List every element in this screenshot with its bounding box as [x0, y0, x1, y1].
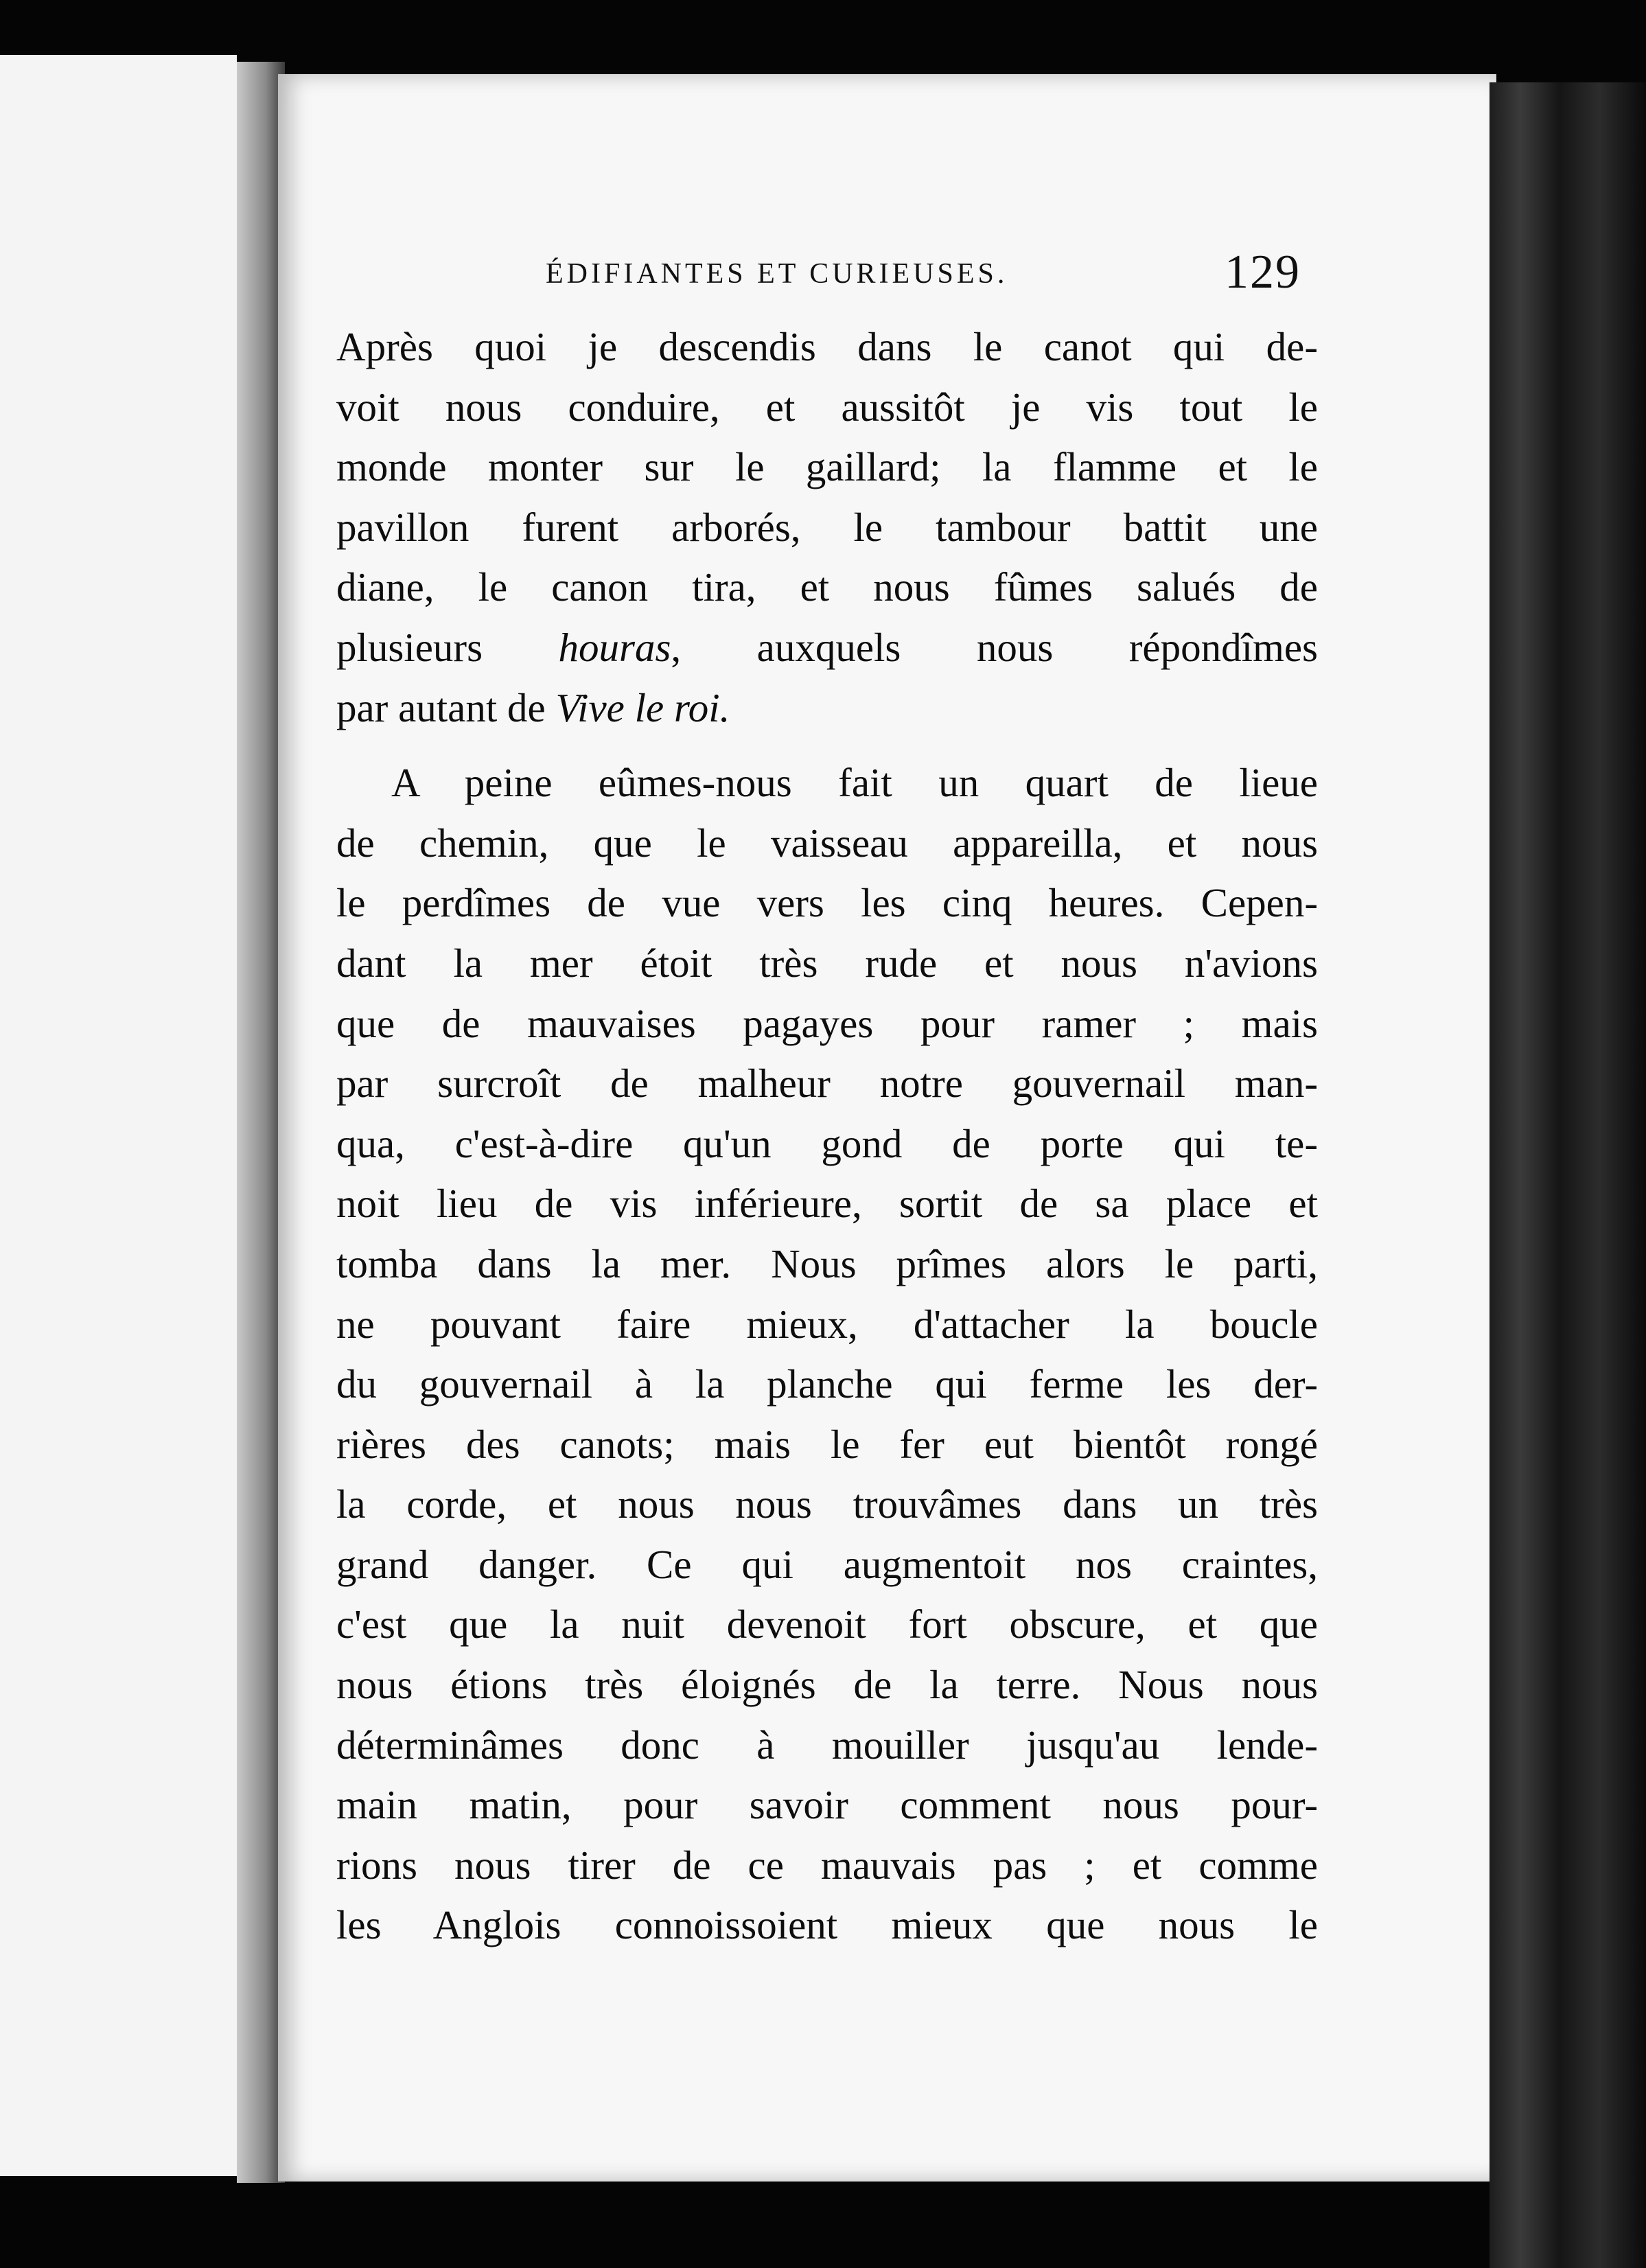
text-line: les Anglois connoissoient mieux que nous le	[336, 1902, 1318, 1948]
text-line: noit lieu de vis inférieure, sortit de sa place et	[336, 1181, 1318, 1227]
text-line: c'est que la nuit devenoit fort obscure, et que	[336, 1601, 1318, 1647]
text-line: rières des canots; mais le fer eut bientôt rongé	[336, 1421, 1318, 1467]
text-line: déterminâmes donc à mouiller jusqu'au lende-	[336, 1722, 1318, 1768]
text-line: A peine eûmes-nous fait un quart de lieue	[391, 760, 1318, 806]
text-line	[336, 618, 1318, 678]
text-line	[336, 678, 1318, 739]
text-line: que de mauvaises pagayes pour ramer ; mais	[336, 1000, 1318, 1046]
text-line: par surcroît de malheur notre gouvernail man-	[336, 1061, 1318, 1107]
text-line: pavillon furent arborés, le tambour battit une	[336, 504, 1318, 550]
text-line: qua, c'est-à-dire qu'un gond de porte qui te-	[336, 1120, 1318, 1166]
page-number: 129	[1225, 246, 1301, 299]
text-line: dant la mer étoit très rude et nous n'avions	[336, 940, 1318, 986]
page-edges	[1489, 82, 1646, 2268]
text-line: voit nous conduire, et aussitôt je vis tout le	[336, 384, 1318, 430]
text-line: de chemin, que le vaisseau appareilla, et nous	[336, 820, 1318, 866]
text-line: tomba dans la mer. Nous prîmes alors le parti,	[336, 1240, 1318, 1286]
text-line: diane, le canon tira, et nous fûmes salués de	[336, 564, 1318, 610]
text-line: la corde, et nous nous trouvâmes dans un très	[336, 1481, 1318, 1527]
italic-phrase: Vive le roi.	[555, 684, 730, 730]
text-segment: plusieurs	[336, 624, 559, 670]
text-line: Après quoi je descendis dans le canot qui de-	[336, 324, 1318, 369]
text-line: rions nous tirer de ce mauvais pas ; et comme	[336, 1842, 1318, 1888]
body-text	[336, 317, 1318, 1956]
text-line: monde monter sur le gaillard; la flamme et le	[336, 444, 1318, 490]
running-head	[546, 246, 1321, 305]
facing-page-left	[0, 55, 237, 2176]
text-line: ne pouvant faire mieux, d'attacher la boucle	[336, 1301, 1318, 1347]
text-line: grand danger. Ce qui augmentoit nos craintes,	[336, 1541, 1318, 1587]
running-title: ÉDIFIANTES ET CURIEUSES.	[546, 258, 1008, 290]
text-line: le perdîmes de vue vers les cinq heures. Cepen-	[336, 880, 1318, 926]
text-line: main matin, pour savoir comment nous pour-	[336, 1782, 1318, 1828]
text-line: nous étions très éloignés de la terre. Nous nous	[336, 1662, 1318, 1708]
text-segment: , auxquels nous répondîmes	[671, 624, 1318, 670]
text-line: du gouvernail à la planche qui ferme les der-	[336, 1361, 1318, 1407]
italic-word: houras	[558, 624, 671, 670]
text-segment: par autant de	[336, 684, 556, 730]
